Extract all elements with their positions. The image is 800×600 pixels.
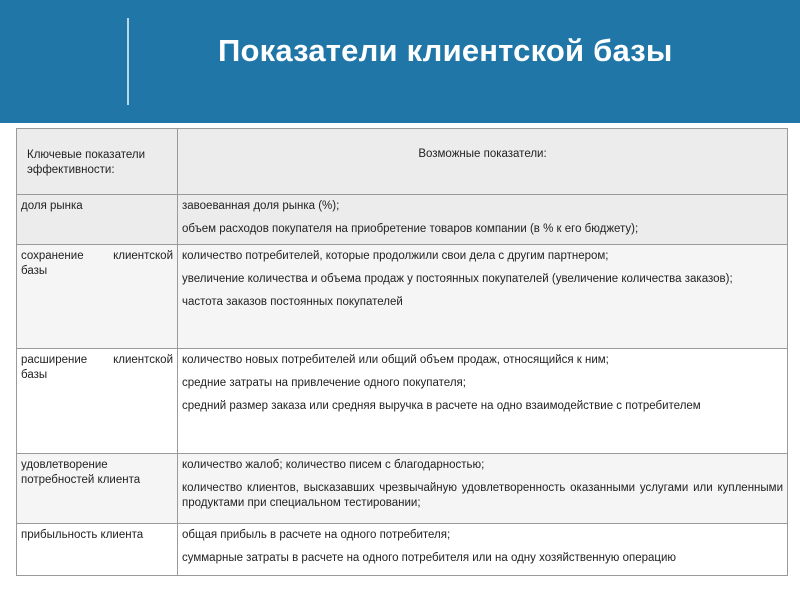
metrics-cell [178,524,788,576]
metrics-cell [178,195,788,245]
metric-item: увеличение количества и объема продаж у постоянных покупателей (увеличение количества заказов); [182,273,733,285]
table-row [17,454,788,524]
metrics-cell [178,349,788,454]
column-header-metrics: Возможные показатели: [178,129,788,195]
metric-item: количество потребителей, которые продолжили свои дела с другим партнером; [182,250,609,262]
metric-item: количество жалоб; количество писем с благодарностью; [182,459,485,471]
column-header-indicators: Ключевые показатели эффективности: [17,129,178,195]
page-title: Показатели клиентской базы [218,33,673,68]
table-row [17,245,788,349]
metrics-cell [178,245,788,349]
metric-item: средние затраты на привлечение одного покупателя; [182,377,466,389]
divider-line [127,18,129,105]
metric-item: объем расходов покупателя на приобретение товаров компании (в % к его бюджету); [182,223,639,235]
table-row [17,349,788,454]
indicator-cell: прибыльность клиента [17,524,178,576]
metrics-cell [178,454,788,524]
indicator-cell: удовлетворение потребностей клиента [17,454,178,524]
metric-item: количество новых потребителей или общий объем продаж, относящийся к ним; [182,354,609,366]
table-row [17,195,788,245]
indicator-cell: доля рынка [17,195,178,245]
title-banner [0,0,800,123]
indicator-cell: расширение клиентской базы [17,349,178,454]
kpi-table [16,128,788,576]
metric-item: средний размер заказа или средняя выручка в расчете на одно взаимодействие с потребителем [182,400,701,412]
table-row [17,524,788,576]
metric-item: завоеванная доля рынка (%); [182,200,340,212]
indicator-cell: сохранение клиентской базы [17,245,178,349]
table-header-row [17,129,788,195]
metric-item: общая прибыль в расчете на одного потребителя; [182,529,451,541]
metric-item: частота заказов постоянных покупателей [182,296,403,308]
metric-item: суммарные затраты в расчете на одного потребителя или на одну хозяйственную операцию [182,552,677,564]
metric-item: количество клиентов, высказавших чрезвычайную удовлетворенность оказанными услугами или купленными продуктами при специальном тестировании; [182,482,783,509]
